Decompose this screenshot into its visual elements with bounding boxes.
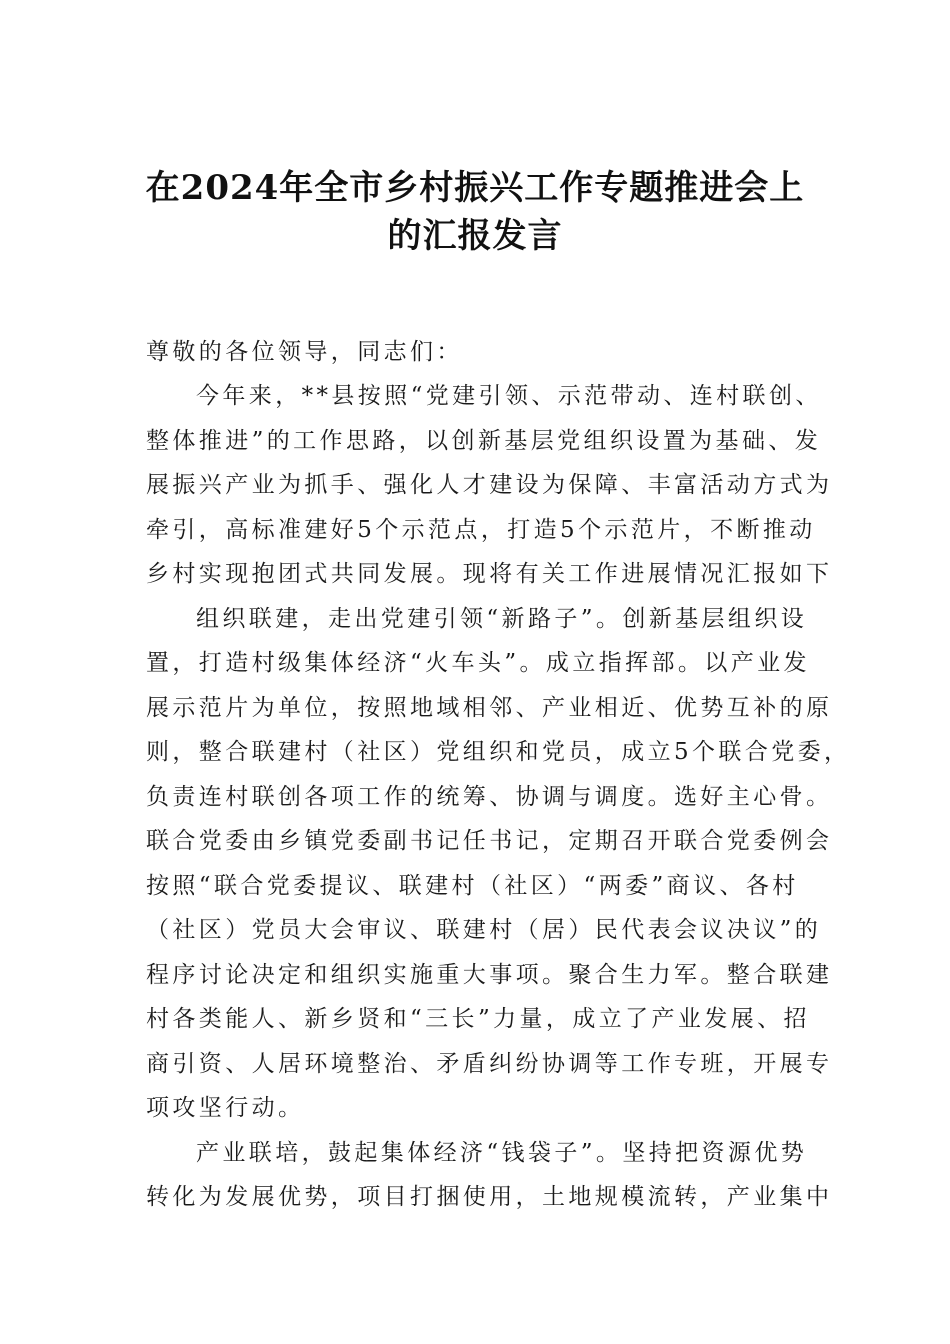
body-line: 乡村实现抱团式共同发展。现将有关工作进展情况汇报如下 [146, 561, 833, 587]
document-title-line-2: 的汇报发言 [387, 216, 563, 256]
body-line: 整体推进”的工作思路，以创新基层党组织设置为基础、发 [146, 428, 822, 454]
body-line: 则，整合联建村（社区）党组织和党员，成立5个联合党委， [146, 739, 851, 765]
body-line: 展振兴产业为抓手、强化人才建设为保障、丰富活动方式为 [146, 472, 833, 498]
salutation: 尊敬的各位领导，同志们： [146, 339, 463, 365]
body-line: 联合党委由乡镇党委副书记任书记，定期召开联合党委例会 [146, 828, 833, 854]
body-line: 负责连村联创各项工作的统筹、协调与调度。选好主心骨。 [146, 784, 833, 810]
body-line: 村各类能人、新乡贤和“三长”力量，成立了产业发展、招 [146, 1006, 810, 1032]
body-line: 商引资、人居环境整治、矛盾纠纷协调等工作专班，开展专 [146, 1051, 833, 1077]
body-line: 置，打造村级集体经济“火车头”。成立指挥部。以产业发 [146, 650, 810, 676]
body-line: 牵引，高标准建好5个示范点，打造5个示范片，不断推动 [146, 517, 816, 543]
body-line: 程序讨论决定和组织实施重大事项。聚合生力军。整合联建 [146, 962, 833, 988]
body-line: 今年来，**县按照“党建引领、示范带动、连村联创、 [196, 383, 822, 409]
body-line: 展示范片为单位，按照地域相邻、产业相近、优势互补的原 [146, 695, 833, 721]
body-line: 产业联培，鼓起集体经济“钱袋子”。坚持把资源优势 [196, 1140, 808, 1166]
body-line: 按照“联合党委提议、联建村（社区）“两委”商议、各村 [146, 873, 799, 899]
document-title-line-1: 在2024年全市乡村振兴工作专题推进会上 [145, 168, 805, 208]
body-line: 组织联建，走出党建引领“新路子”。创新基层组织设 [196, 606, 808, 632]
body-line: 转化为发展优势，项目打捆使用，土地规模流转，产业集中 [146, 1184, 833, 1210]
body-line: （社区）党员大会审议、联建村（居）民代表会议决议”的 [146, 917, 822, 943]
body-line: 项攻坚行动。 [146, 1095, 305, 1121]
